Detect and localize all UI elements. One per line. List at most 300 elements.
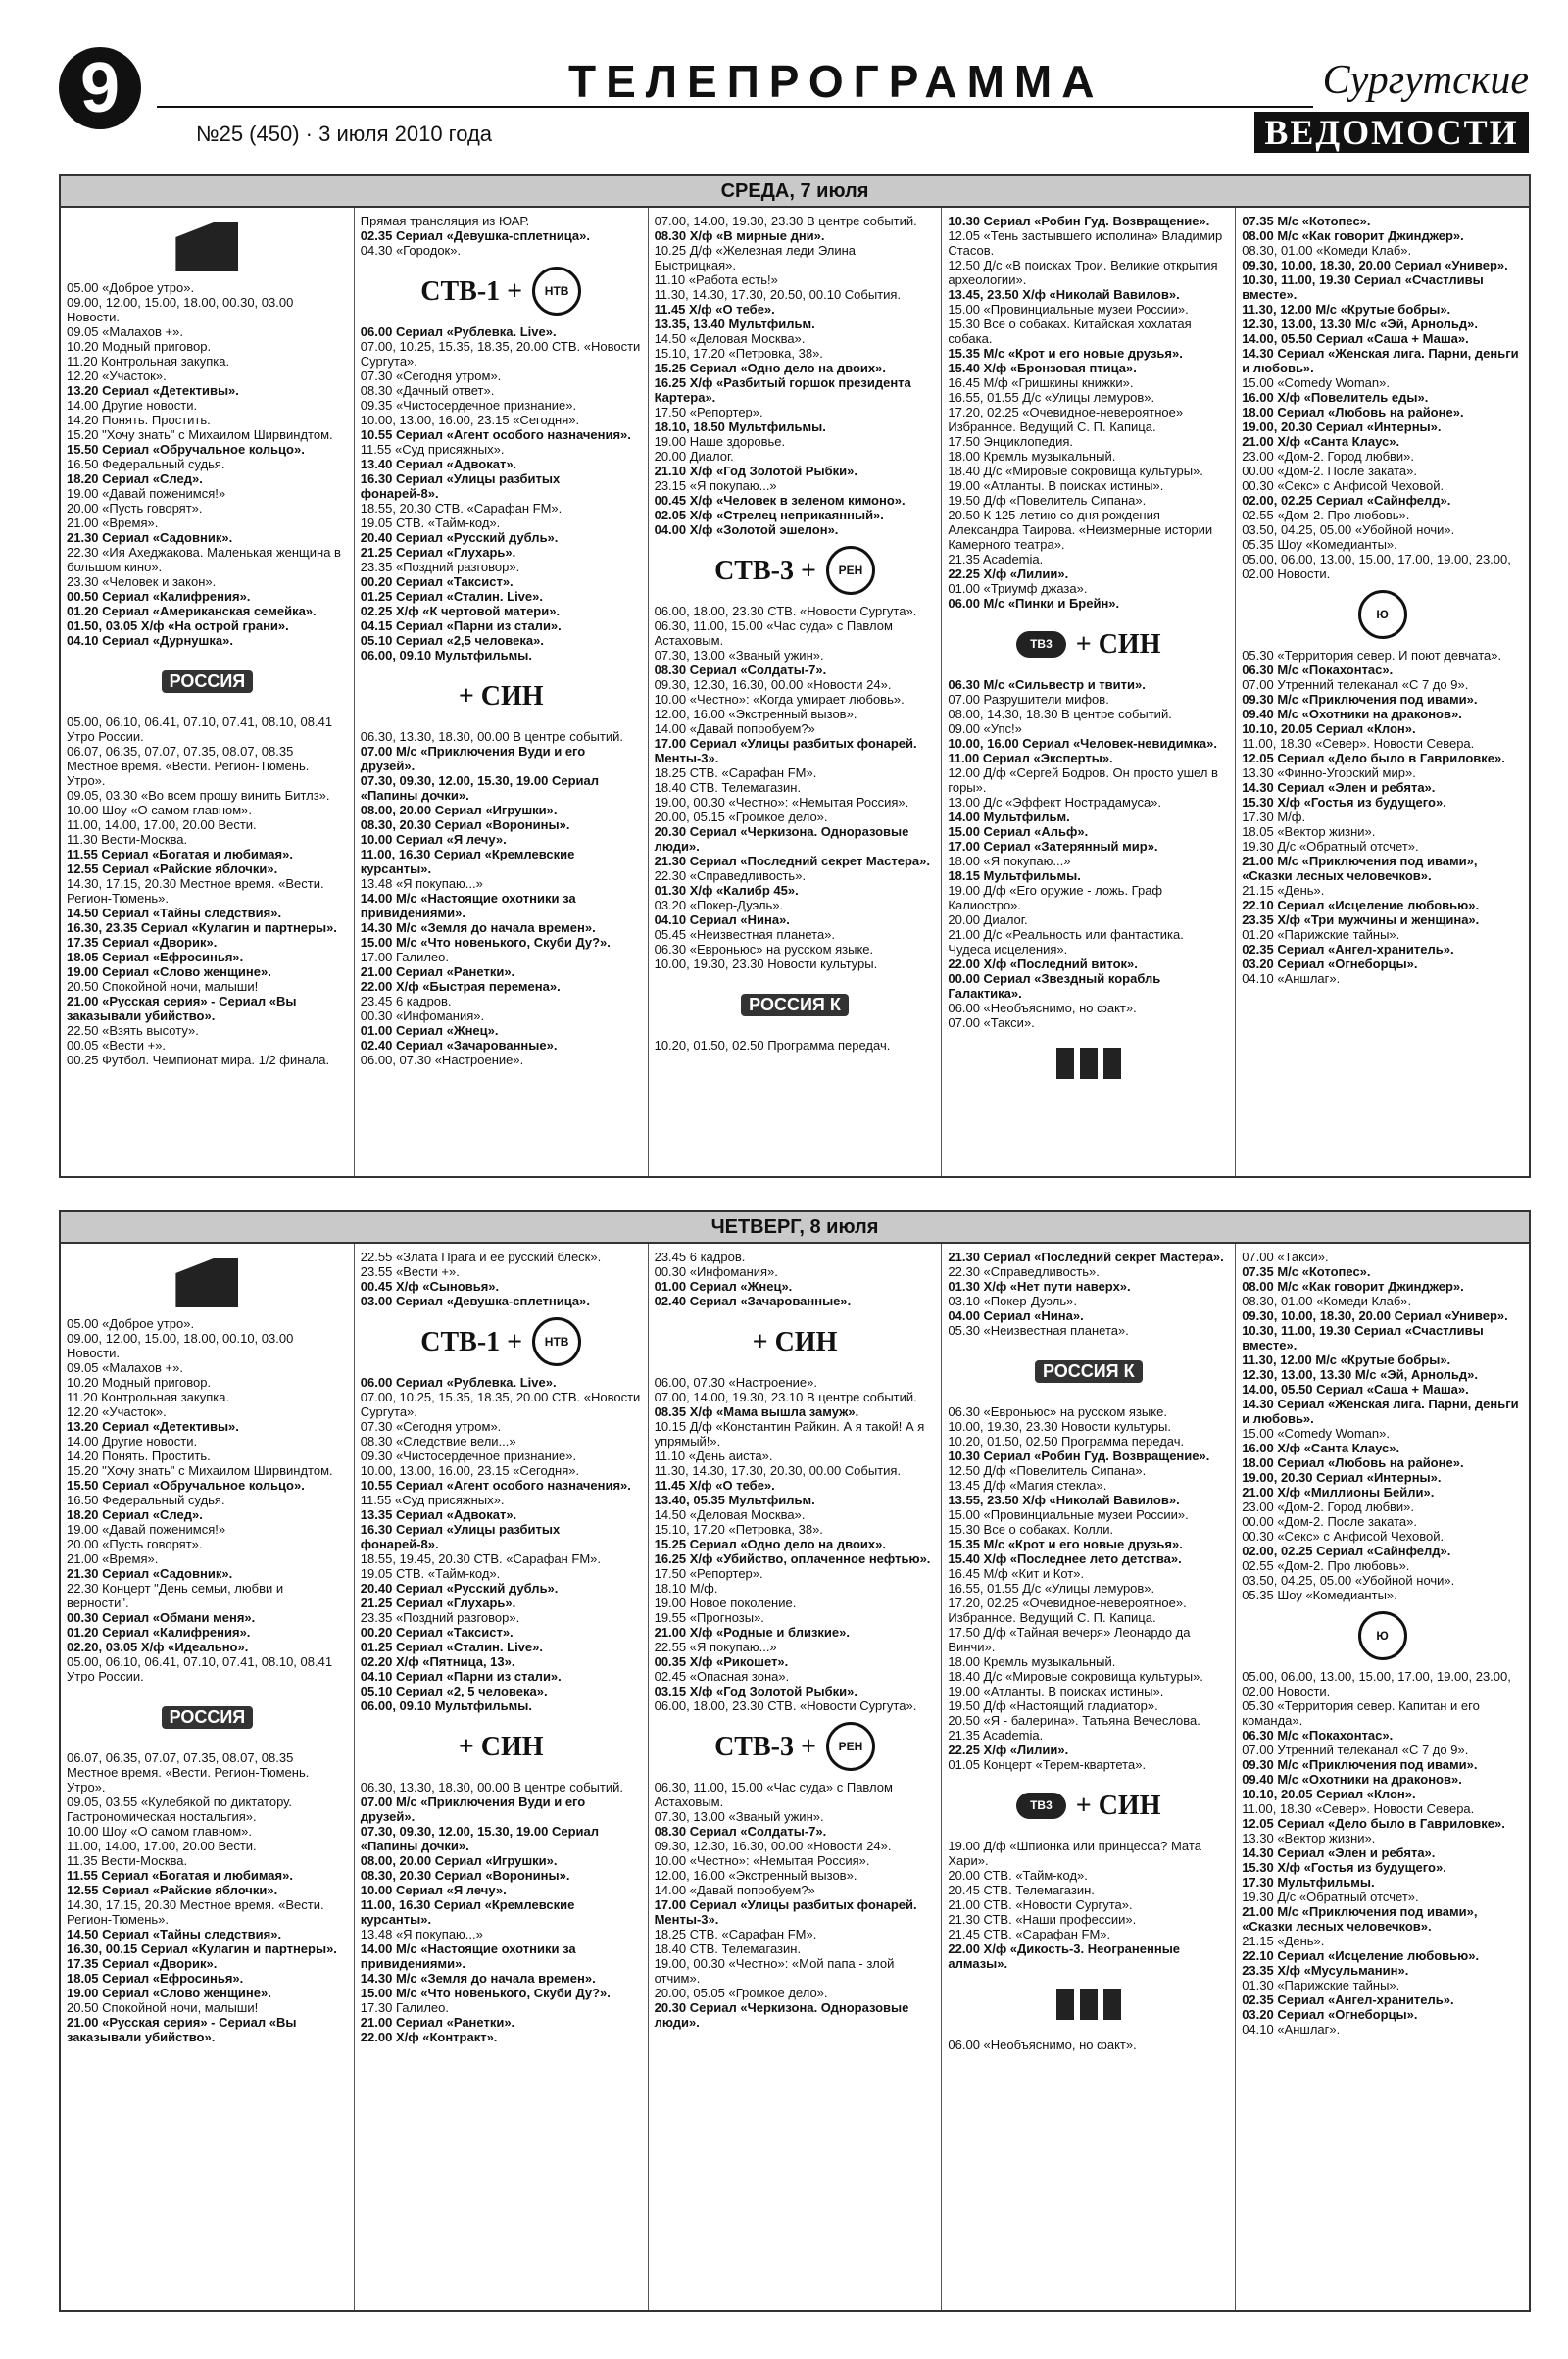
program-entry: 22.30 Концерт "День семьи, любви и верности". — [67, 1581, 284, 1610]
sin-text: + СИН — [458, 680, 544, 712]
program-entry: 19.00 «Атланты. В поисках истины». — [948, 478, 1164, 493]
program-entry: 07.30 «Сегодня утром». — [360, 1419, 502, 1434]
sin-logo — [361, 672, 642, 719]
program-entry: 08.30, 20.30 Сериал «Воронины». — [360, 1868, 570, 1883]
program-entry: 02.35 Сериал «Ангел-хранитель». — [1242, 942, 1454, 957]
program-entry: 15.25 Сериал «Одно дело на двоих». — [654, 361, 886, 375]
program-entry: 15.00 «Провинциальные музеи России». — [948, 302, 1189, 317]
program-entry: 14.20 Понять. Простить. — [67, 413, 211, 427]
program-entry: 23.35 Х/ф «Три мужчины и женщина». — [1242, 912, 1480, 927]
program-entry: 05.00, 06.00, 13.00, 15.00, 17.00, 19.00, 23.00, 02.00 Новости. — [1242, 1669, 1511, 1698]
program-entry: 17.20, 02.25 «Очевидное-невероятное». Избранное. Ведущий С. П. Капица. — [948, 1596, 1187, 1625]
rossiya-k-logo: РОССИЯ К — [1035, 1360, 1143, 1383]
program-entry: 00.00 Сериал «Звездный корабль Галактика». — [948, 971, 1161, 1001]
program-entry: 08.30, 01.00 «Комеди Клаб». — [1242, 1294, 1412, 1308]
program-entry: 00.20 Сериал «Таксист». — [360, 574, 514, 589]
program-entry: 14.00 Другие новости. — [67, 398, 198, 413]
stv3-logo — [655, 547, 936, 594]
program-entry: 06.30 М/с «Сильвестр и твити». — [948, 677, 1146, 692]
program-entry: 02.00, 02.25 Сериал «Сайнфелд». — [1242, 1544, 1451, 1558]
sin-text: + СИН — [458, 1731, 544, 1762]
program-entry: 10.00 «Честно»: «Когда умирает любовь». — [654, 692, 905, 707]
rossiya-k-logo — [655, 981, 936, 1028]
program-entry: 06.00, 09.10 Мультфильмы. — [360, 1698, 533, 1713]
program-entry: 01.20 Сериал «Калифрения». — [67, 1625, 251, 1640]
program-entry: 20.30 Сериал «Черкизона. Одноразовые люди». — [654, 2000, 909, 2030]
program-entry: 06.00 «Необъяснимо, но факт». — [948, 1001, 1137, 1015]
program-entry: 17.50 Д/ф «Тайная вечеря» Леонардо да Винчи». — [948, 1625, 1191, 1654]
program-entry: 05.30 «Территория север. И поют девчата». — [1242, 648, 1502, 663]
program-entry: 21.00 Х/ф «Родные и близкие». — [654, 1625, 850, 1640]
program-entry: 14.00 «Давай попробуем?» — [654, 721, 815, 736]
program-entry: 02.40 Сериал «Зачарованные». — [360, 1038, 558, 1053]
program-entry: 19.00, 00.30 «Честно»: «Мой папа - злой отчим». — [654, 1956, 895, 1986]
program-entry: 14.50 «Деловая Москва». — [654, 331, 806, 346]
schedule-column — [61, 1244, 355, 2310]
program-entry: 11.30 Вести-Москва. — [67, 832, 188, 847]
day-header: СРЕДА, 7 июля — [61, 176, 1529, 208]
program-entry: 01.30 Х/ф «Нет пути наверх». — [948, 1279, 1131, 1294]
program-entry: 21.35 Academia. — [948, 552, 1044, 566]
program-entry: 00.45 Х/ф «Человек в зеленом кимоно». — [654, 493, 906, 508]
program-entry: 05.00 «Доброе утро». — [67, 1316, 195, 1331]
program-entry: 10.30 Сериал «Робин Гуд. Возвращение». — [948, 214, 1210, 228]
program-entry: 10.00, 13.00, 16.00, 23.15 «Сегодня». — [360, 1463, 580, 1478]
program-entry: 00.30 «Инфомания». — [654, 1264, 778, 1279]
program-entry: 22.00 Х/ф «Быстрая перемена». — [360, 979, 561, 994]
program-entry: 17.00 Сериал «Улицы разбитых фонарей. Менты-3». — [654, 736, 917, 765]
program-entry: 15.35 М/с «Крот и его новые друзья». — [948, 346, 1183, 361]
program-entry: 13.45 Д/ф «Магия стекла». — [948, 1478, 1107, 1493]
program-entry: 11.00, 14.00, 17.00, 20.00 Вести. — [67, 1839, 257, 1853]
program-entry: 03.00 Сериал «Девушка-сплетница». — [360, 1294, 590, 1308]
ugra-logo — [1242, 591, 1523, 638]
program-entry: 16.25 Х/ф «Убийство, оплаченное нефтью». — [654, 1551, 931, 1566]
program-entry: 06.00 М/с «Пинки и Брейн». — [948, 596, 1120, 611]
program-entry: 07.00 Разрушители мифов. — [948, 692, 1109, 707]
program-entry: 01.20 «Парижские тайны». — [1242, 927, 1400, 942]
program-entry: 03.10 «Покер-Дуэль». — [948, 1294, 1077, 1308]
program-entry: 09.05, 03.55 «Кулебякой по диктатору. Гастрономическая ностальгия». — [67, 1794, 292, 1824]
program-entry: 15.40 Х/ф «Последнее лето детства». — [948, 1551, 1182, 1566]
program-entry: 15.30 Все о собаках. Китайская хохлатая собака. — [948, 317, 1192, 346]
ugra-icon: Ю — [1358, 1611, 1407, 1660]
program-entry: 08.00 М/с «Как говорит Джинджер». — [1242, 1279, 1464, 1294]
schedule-column — [1236, 208, 1529, 1176]
program-entry: 19.00 Д/ф «Шпионка или принцесса? Мата Хари». — [948, 1839, 1201, 1868]
program-entry: 11.55 Сериал «Богатая и любимая». — [67, 847, 293, 861]
program-entry: 10.55 Сериал «Агент особого назначения». — [360, 427, 631, 442]
program-entry: 07.30, 13.00 «Званый ужин». — [654, 1809, 824, 1824]
program-entry: 04.10 «Аншлаг». — [1242, 971, 1341, 986]
program-entry: 22.25 Х/ф «Лилии». — [948, 566, 1069, 581]
program-entry: 08.30 «Следствие вели...» — [360, 1434, 516, 1449]
program-entry: 02.20 Х/ф «Пятница, 13». — [360, 1654, 515, 1669]
program-entry: 00.35 Х/ф «Рикошет». — [654, 1654, 789, 1669]
program-entry: 07.00, 14.00, 19.30, 23.10 В центре событий. — [654, 1390, 917, 1404]
program-entry: 19.55 «Прогнозы». — [654, 1610, 764, 1625]
tnt-logo — [948, 1040, 1229, 1087]
program-entry: 06.00 Сериал «Рублевка. Live». — [360, 1375, 557, 1390]
program-entry: 20.00 Диалог. — [948, 912, 1028, 927]
program-entry: 00.30 «Секс» с Анфисой Чеховой. — [1242, 478, 1445, 493]
program-entry: 15.00 «Comedy Woman». — [1242, 375, 1390, 390]
program-entry: 15.50 Сериал «Обручальное кольцо». — [67, 442, 305, 457]
program-entry: 04.15 Сериал «Парни из стали». — [360, 618, 562, 633]
program-entry: 15.30 Х/ф «Гостья из будущего». — [1242, 1860, 1446, 1875]
program-entry: 02.55 «Дом-2. Про любовь». — [1242, 508, 1410, 522]
rossiya-logo: РОССИЯ — [162, 1706, 254, 1729]
program-entry: 14.30, 17.15, 20.30 Местное время. «Вести. Регион-Тюмень». — [67, 876, 324, 906]
program-entry: 01.00 «Триумф джаза». — [948, 581, 1088, 596]
program-entry: 13.48 «Я покупаю...» — [360, 1927, 483, 1941]
program-entry: 11.00, 14.00, 17.00, 20.00 Вести. — [67, 817, 257, 832]
program-entry: 06.00, 18.00, 23.30 СТВ. «Новости Сургута». — [654, 604, 917, 618]
program-entry: 05.00, 06.00, 13.00, 15.00, 17.00, 19.00, 23.00, 02.00 Новости. — [1242, 552, 1511, 581]
program-entry: 22.30 «Справедливость». — [654, 868, 807, 883]
page-number: 9 — [59, 47, 141, 129]
program-entry: 19.00 «Атланты. В поисках истины». — [948, 1684, 1164, 1698]
program-entry: 18.55, 20.30 СТВ. «Сарафан FM». — [360, 501, 563, 516]
program-entry: 14.30 М/с «Земля до начала времен». — [360, 1971, 596, 1986]
program-entry: 06.00, 18.00, 23.30 СТВ. «Новости Сургута». — [654, 1698, 917, 1713]
program-entry: 07.00 М/с «Приключения Вуди и его друзей». — [360, 1794, 586, 1824]
program-entry: 01.50, 03.05 Х/ф «На острой грани». — [67, 618, 289, 633]
program-entry: 09.00, 12.00, 15.00, 18.00, 00.30, 03.00 Новости. — [67, 295, 294, 324]
program-entry: 16.30 Сериал «Улицы разбитых фонарей-8». — [360, 471, 561, 501]
program-entry: 20.40 Сериал «Русский дубль». — [360, 1581, 559, 1596]
tnt-icon — [1056, 1989, 1121, 2020]
program-entry: 23.35 Х/ф «Мусульманин». — [1242, 1963, 1409, 1978]
program-entry: 08.30, 20.30 Сериал «Воронины». — [360, 817, 570, 832]
program-entry: 19.30 Д/с «Обратный отсчет». — [1242, 839, 1419, 854]
program-entry: 00.30 Сериал «Обмани меня». — [67, 1610, 256, 1625]
program-entry: 22.55 «Злата Прага и ее русский блеск». — [360, 1250, 602, 1264]
program-entry: 17.50 «Репортер». — [654, 405, 763, 419]
program-entry: 15.40 Х/ф «Бронзовая птица». — [948, 361, 1137, 375]
program-entry: 19.00 Наше здоровье. — [654, 434, 786, 449]
program-entry: 19.00, 20.30 Сериал «Интерны». — [1242, 1470, 1442, 1485]
stv1-logo — [361, 268, 642, 315]
program-entry: 14.50 «Деловая Москва». — [654, 1507, 806, 1522]
schedule-column — [1236, 1244, 1529, 2310]
brand-line-1: Сургутские — [1322, 58, 1529, 103]
program-entry: 07.30, 09.30, 12.00, 15.30, 19.00 Сериал «Папины дочки». — [360, 773, 600, 803]
sin-logo — [655, 1318, 936, 1365]
program-entry: 23.00 «Дом-2. Город любви». — [1242, 1499, 1415, 1514]
program-entry: 14.30 Сериал «Элен и ребята». — [1242, 1845, 1436, 1860]
program-entry: 09.40 М/с «Охотники на драконов». — [1242, 707, 1462, 721]
program-entry: 10.55 Сериал «Агент особого назначения». — [360, 1478, 631, 1493]
program-entry: 01.00 Сериал «Жнец». — [360, 1023, 499, 1038]
program-entry: 07.00 «Такси». — [948, 1015, 1035, 1030]
program-entry: 17.50 «Репортер». — [654, 1566, 763, 1581]
program-entry: 08.30 «Дачный ответ». — [360, 383, 495, 398]
schedule-column — [649, 208, 943, 1176]
program-entry: 17.35 Сериал «Дворик». — [67, 935, 218, 950]
program-entry: 06.00 «Необъяснимо, но факт». — [948, 2038, 1137, 2052]
program-entry: 17.30 М/ф. — [1242, 810, 1306, 824]
program-entry: 21.00 «Русская серия» - Сериал «Вы заказывали убийство». — [67, 994, 297, 1023]
rossiya1-logo — [67, 658, 348, 705]
program-entry: 10.30 Сериал «Робин Гуд. Возвращение». — [948, 1449, 1210, 1463]
program-entry: 07.30 «Сегодня утром». — [360, 369, 502, 383]
program-entry: 09.30, 12.30, 16.30, 00.00 «Новости 24». — [654, 1839, 892, 1853]
program-entry: 21.00 СТВ. «Новости Сургута». — [948, 1897, 1133, 1912]
program-entry: 05.00, 06.10, 06.41, 07.10, 07.41, 08.10, 08.41 Утро России. — [67, 714, 333, 744]
program-entry: 18.40 СТВ. Телемагазин. — [654, 1941, 802, 1956]
program-entry: 14.20 Понять. Простить. — [67, 1449, 211, 1463]
program-entry: 10.00 «Честно»: «Немытая Россия». — [654, 1853, 870, 1868]
program-entry: 06.30, 11.00, 15.00 «Час суда» с Павлом Астаховым. — [654, 618, 893, 648]
program-entry: 11.55 «Суд присяжных». — [360, 1493, 505, 1507]
program-entry: 20.40 Сериал «Русский дубль». — [360, 530, 559, 545]
program-entry: 11.00, 18.30 «Север». Новости Севера. — [1242, 1801, 1475, 1816]
program-entry: 17.30 Галилео. — [360, 2000, 449, 2015]
program-entry: 18.20 Сериал «След». — [67, 1507, 203, 1522]
day-thursday — [59, 1210, 1531, 2312]
program-entry: 11.55 Сериал «Богатая и любимая». — [67, 1868, 293, 1883]
program-entry: 18.10 М/ф. — [654, 1581, 718, 1596]
program-entry: 01.05 Концерт «Терем-квартета». — [948, 1757, 1147, 1772]
program-entry: 17.20, 02.25 «Очевидное-невероятное» Избранное. Ведущий С. П. Капица. — [948, 405, 1184, 434]
program-entry: 00.45 Х/ф «Сыновья». — [360, 1279, 500, 1294]
program-entry: 22.00 Х/ф «Дикость-3. Неограненные алмазы». — [948, 1941, 1181, 1971]
program-entry: 06.30 М/с «Покахонтас». — [1242, 663, 1394, 677]
program-entry: 20.00 Диалог. — [654, 449, 734, 464]
program-entry: 21.15 «День». — [1242, 883, 1325, 898]
program-entry: 11.20 Контрольная закупка. — [67, 354, 230, 369]
program-entry: 07.35 М/с «Котопес». — [1242, 1264, 1371, 1279]
program-entry: 12.55 Сериал «Райские яблочки». — [67, 1883, 278, 1897]
program-entry: 10.10, 20.05 Сериал «Клон». — [1242, 721, 1416, 736]
program-entry: 06.00 Сериал «Рублевка. Live». — [360, 324, 557, 339]
program-entry: 14.00, 05.50 Сериал «Саша + Маша». — [1242, 331, 1469, 346]
program-entry: 05.30 «Территория север. Капитан и его команда». — [1242, 1698, 1480, 1728]
program-entry: 03.15 Х/ф «Год Золотой Рыбки». — [654, 1684, 858, 1698]
program-entry: 10.00 Шоу «О самом главном». — [67, 1824, 253, 1839]
program-entry: 10.20, 01.50, 02.50 Программа передач. — [654, 1038, 891, 1053]
program-entry: 22.00 Х/ф «Последний виток». — [948, 957, 1138, 971]
program-entry: 16.00 Х/ф «Повелитель еды». — [1242, 390, 1429, 405]
program-entry: 08.35 Х/ф «Мама вышла замуж». — [654, 1404, 859, 1419]
program-entry: 09.00 «Упс!» — [948, 721, 1022, 736]
program-entry: 21.45 СТВ. «Сарафан FM». — [948, 1927, 1111, 1941]
stv3-logo — [655, 1723, 936, 1770]
ugra-logo — [1242, 1612, 1523, 1659]
program-entry: 09.30, 10.00, 18.30, 20.00 Сериал «Универ». — [1242, 1308, 1508, 1323]
program-entry: 11.00 Сериал «Эксперты». — [948, 751, 1113, 765]
program-entry: 16.30, 23.35 Сериал «Кулагин и партнеры». — [67, 920, 337, 935]
program-entry: 13.30 «Вектор жизни». — [1242, 1831, 1376, 1845]
program-entry: 15.25 Сериал «Одно дело на двоих». — [654, 1537, 886, 1551]
program-entry: 10.20 Модный приговор. — [67, 339, 212, 354]
program-entry: 10.30, 11.00, 19.30 Сериал «Счастливы вместе». — [1242, 272, 1484, 302]
program-entry: 12.00 Д/ф «Сергей Бодров. Он просто ушел в горы». — [948, 765, 1218, 795]
ren-icon: РЕН — [826, 1722, 875, 1771]
program-entry: 23.45 6 кадров. — [654, 1250, 746, 1264]
program-entry: 15.50 Сериал «Обручальное кольцо». — [67, 1478, 305, 1493]
program-entry: 20.30 Сериал «Черкизона. Одноразовые люди». — [654, 824, 909, 854]
program-entry: 13.48 «Я покупаю...» — [360, 876, 483, 891]
program-entry: 03.20 Сериал «Огнеборцы». — [1242, 957, 1418, 971]
program-entry: 22.30 «Справедливость». — [948, 1264, 1100, 1279]
program-entry: 01.25 Сериал «Сталин. Live». — [360, 1640, 543, 1654]
program-entry: 13.55, 23.50 Х/ф «Николай Вавилов». — [948, 1493, 1180, 1507]
program-entry: 15.00 М/с «Что новенького, Скуби Ду?». — [360, 935, 611, 950]
schedule-column — [61, 208, 355, 1176]
stv1-text: СТВ-1 + — [420, 275, 523, 307]
rossiya1-logo — [67, 1694, 348, 1741]
program-entry: 21.30 Сериал «Садовник». — [67, 1566, 233, 1581]
tv3-sin-logo — [948, 620, 1229, 667]
program-entry: 08.30 Сериал «Солдаты-7». — [654, 663, 827, 677]
program-entry: 21.00 Сериал «Ранетки». — [360, 2015, 515, 2030]
ntv-icon: НТВ — [532, 1317, 581, 1366]
channel-one-logo — [67, 223, 348, 270]
program-entry: 00.00 «Дом-2. После заката». — [1242, 1514, 1417, 1529]
program-entry: 08.30 Х/ф «В мирные дни». — [654, 228, 825, 243]
schedule-column — [355, 1244, 649, 2310]
program-entry: 01.25 Сериал «Сталин. Live». — [360, 589, 543, 604]
program-entry: 04.00 Х/ф «Золотой эшелон». — [654, 522, 839, 537]
program-entry: 11.30, 12.00 М/с «Крутые бобры». — [1242, 302, 1451, 317]
program-entry: 05.10 Сериал «2, 5 человека». — [360, 1684, 548, 1698]
program-entry: 20.50 Спокойной ночи, малыши! — [67, 2000, 259, 2015]
program-entry: 18.10, 18.50 Мультфильмы. — [654, 419, 826, 434]
program-entry: 13.35 Сериал «Адвокат». — [360, 1507, 517, 1522]
program-entry: 22.55 «Я покупаю...» — [654, 1640, 777, 1654]
program-entry: 10.25 Д/ф «Железная леди Элина Быстрицкая». — [654, 243, 857, 272]
program-entry: 18.40 Д/с «Мировые сокровища культуры». — [948, 1669, 1203, 1684]
program-entry: 16.55, 01.55 Д/с «Улицы лемуров». — [948, 1581, 1155, 1596]
program-entry: 18.00 Сериал «Любовь на районе». — [1242, 405, 1464, 419]
program-entry: 10.00, 16.00 Сериал «Человек-невидимка». — [948, 736, 1217, 751]
program-entry: 10.00 Сериал «Я лечу». — [360, 1883, 507, 1897]
program-entry: 21.30 СТВ. «Наши профессии». — [948, 1912, 1137, 1927]
program-entry: 21.35 Academia. — [948, 1728, 1044, 1743]
program-entry: 11.30, 12.00 М/с «Крутые бобры». — [1242, 1352, 1451, 1367]
program-entry: 02.45 «Опасная зона». — [654, 1669, 790, 1684]
program-entry: 14.30 Сериал «Элен и ребята». — [1242, 780, 1436, 795]
program-entry: 21.30 Сериал «Последний секрет Мастера». — [948, 1250, 1224, 1264]
program-entry: 18.00 «Я покупаю...» — [948, 854, 1071, 868]
program-entry: 04.10 Сериал «Нина». — [654, 912, 790, 927]
program-entry: 00.50 Сериал «Калифрения». — [67, 589, 251, 604]
program-entry: 19.30 Д/с «Обратный отсчет». — [1242, 1890, 1419, 1904]
day-header: ЧЕТВЕРГ, 8 июля — [61, 1212, 1529, 1244]
program-entry: 21.00 Х/ф «Миллионы Бейли». — [1242, 1485, 1435, 1499]
program-entry: 11.10 «Работа есть!» — [654, 272, 778, 287]
program-entry: 08.30, 01.00 «Комеди Клаб». — [1242, 243, 1412, 258]
program-entry: 16.50 Федеральный судья. — [67, 457, 225, 471]
program-entry: 23.00 «Дом-2. Город любви». — [1242, 449, 1415, 464]
program-entry: 20.00 «Пусть говорят». — [67, 1537, 203, 1551]
program-entry: 19.00, 00.30 «Честно»: «Немытая Россия». — [654, 795, 909, 810]
program-entry: 18.00 Сериал «Любовь на районе». — [1242, 1455, 1464, 1470]
program-entry: 12.55 Сериал «Райские яблочки». — [67, 861, 278, 876]
program-entry: 14.00, 05.50 Сериал «Саша + Маша». — [1242, 1382, 1469, 1397]
program-entry: 20.50 «Я - балерина». Татьяна Вечеслова. — [948, 1713, 1200, 1728]
program-entry: 18.40 СТВ. Телемагазин. — [654, 780, 802, 795]
program-entry: 09.40 М/с «Охотники на драконов». — [1242, 1772, 1462, 1787]
program-entry: 02.35 Сериал «Девушка-сплетница». — [360, 228, 590, 243]
program-entry: 19.00 Сериал «Слово женщине». — [67, 964, 271, 979]
program-entry: 19.00, 20.30 Сериал «Интерны». — [1242, 419, 1442, 434]
day-wednesday — [59, 174, 1531, 1178]
program-entry: 07.00, 14.00, 19.30, 23.30 В центре событий. — [654, 214, 917, 228]
program-entry: 21.00 М/с «Приключения под ивами», «Сказки лесных человечков». — [1242, 854, 1478, 883]
program-entry: 00.30 «Инфомания». — [360, 1008, 485, 1023]
program-entry: 14.00 М/с «Настоящие охотники за привидениями». — [360, 1941, 576, 1971]
tv3-sin-logo — [948, 1782, 1229, 1829]
program-entry: 10.00 Шоу «О самом главном». — [67, 803, 253, 817]
program-entry: 05.10 Сериал «2,5 человека». — [360, 633, 544, 648]
program-entry: 05.35 Шоу «Комедианты». — [1242, 537, 1397, 552]
program-entry: 10.00, 13.00, 16.00, 23.15 «Сегодня». — [360, 413, 580, 427]
program-entry: 04.30 «Городок». — [360, 243, 462, 258]
program-entry: 11.00, 18.30 «Север». Новости Севера. — [1242, 736, 1475, 751]
brand-line-2: ВЕДОМОСТИ — [1254, 112, 1529, 153]
program-entry: 02.00, 02.25 Сериал «Сайнфелд». — [1242, 493, 1451, 508]
program-entry: 21.00 «Русская серия» - Сериал «Вы заказывали убийство». — [67, 2015, 297, 2044]
program-entry: 12.20 «Участок». — [67, 1404, 167, 1419]
schedule-column — [355, 208, 649, 1176]
program-entry: 06.30, 11.00, 15.00 «Час суда» с Павлом Астаховым. — [654, 1780, 893, 1809]
program-entry: 19.50 Д/ф «Повелитель Сипана». — [948, 493, 1147, 508]
program-entry: 23.35 «Поздний разговор». — [360, 560, 520, 574]
program-entry: 11.45 Х/ф «О тебе». — [654, 302, 775, 317]
program-entry: 07.00 М/с «Приключения Вуди и его друзей». — [360, 744, 586, 773]
program-entry: 04.10 Сериал «Парни из стали». — [360, 1669, 562, 1684]
program-entry: 10.30, 11.00, 19.30 Сериал «Счастливы вместе». — [1242, 1323, 1484, 1352]
program-entry: 23.30 «Человек и закон». — [67, 574, 217, 589]
program-entry: 15.00 М/с «Что новенького, Скуби Ду?». — [360, 1986, 611, 2000]
program-entry: 14.30 Сериал «Женская лига. Парни, деньги и любовь». — [1242, 1397, 1519, 1426]
program-entry: 14.30 М/с «Земля до начала времен». — [360, 920, 596, 935]
program-entry: 22.10 Сериал «Исцеление любовью». — [1242, 1948, 1480, 1963]
program-entry: 06.30 М/с «Покахонтас». — [1242, 1728, 1394, 1743]
program-entry: 11.30, 14.30, 17.30, 20.50, 00.10 События. — [654, 287, 902, 302]
program-entry: 06.30 «Евроньюс» на русском языке. — [948, 1404, 1167, 1419]
program-entry: 05.00, 06.10, 06.41, 07.10, 07.41, 08.10, 08.41 Утро России. — [67, 1654, 333, 1684]
program-entry: 18.20 Сериал «След». — [67, 471, 203, 486]
program-entry: 10.15 Д/ф «Константин Райкин. А я такой! А я упрямый!». — [654, 1419, 925, 1449]
program-entry: 11.30, 14.30, 17.30, 20.30, 00.00 События. — [654, 1463, 902, 1478]
program-entry: 15.30 Х/ф «Гостья из будущего». — [1242, 795, 1446, 810]
program-entry: 08.00, 20.00 Сериал «Игрушки». — [360, 803, 558, 817]
schedule-column — [942, 208, 1236, 1176]
program-entry: 19.00 Д/ф «Его оружие - ложь. Граф Калиостро». — [948, 883, 1163, 912]
program-entry: 15.00 «Провинциальные музеи России». — [948, 1507, 1189, 1522]
program-entry: 18.05 Сериал «Ефросинья». — [67, 950, 244, 964]
program-entry: 02.55 «Дом-2. Про любовь». — [1242, 1558, 1410, 1573]
stv1-logo — [361, 1318, 642, 1365]
ren-icon: РЕН — [826, 546, 875, 595]
program-entry: 09.05, 03.30 «Во всем прошу винить Битлз». — [67, 788, 330, 803]
sin-text: + СИН — [1075, 628, 1161, 660]
program-entry: 23.45 6 кадров. — [360, 994, 452, 1008]
program-entry: 21.00 Сериал «Ранетки». — [360, 964, 515, 979]
program-entry: 03.50, 04.25, 05.00 «Убойной ночи». — [1242, 1573, 1455, 1588]
program-entry: 01.00 Сериал «Жнец». — [654, 1279, 793, 1294]
rossiya-logo: РОССИЯ — [162, 670, 254, 693]
program-entry: 22.30 «Ия Ахеджакова. Маленькая женщина в большом кино». — [67, 545, 341, 574]
program-entry: 11.00, 16.30 Сериал «Кремлевские курсанты». — [360, 1897, 575, 1927]
program-entry: 20.00 СТВ. «Тайм-код». — [948, 1868, 1088, 1883]
program-entry: 04.10 «Аншлаг». — [1242, 2022, 1341, 2037]
program-entry: 12.05 «Тень застывшего исполина» Владимир Стасов. — [948, 228, 1223, 258]
